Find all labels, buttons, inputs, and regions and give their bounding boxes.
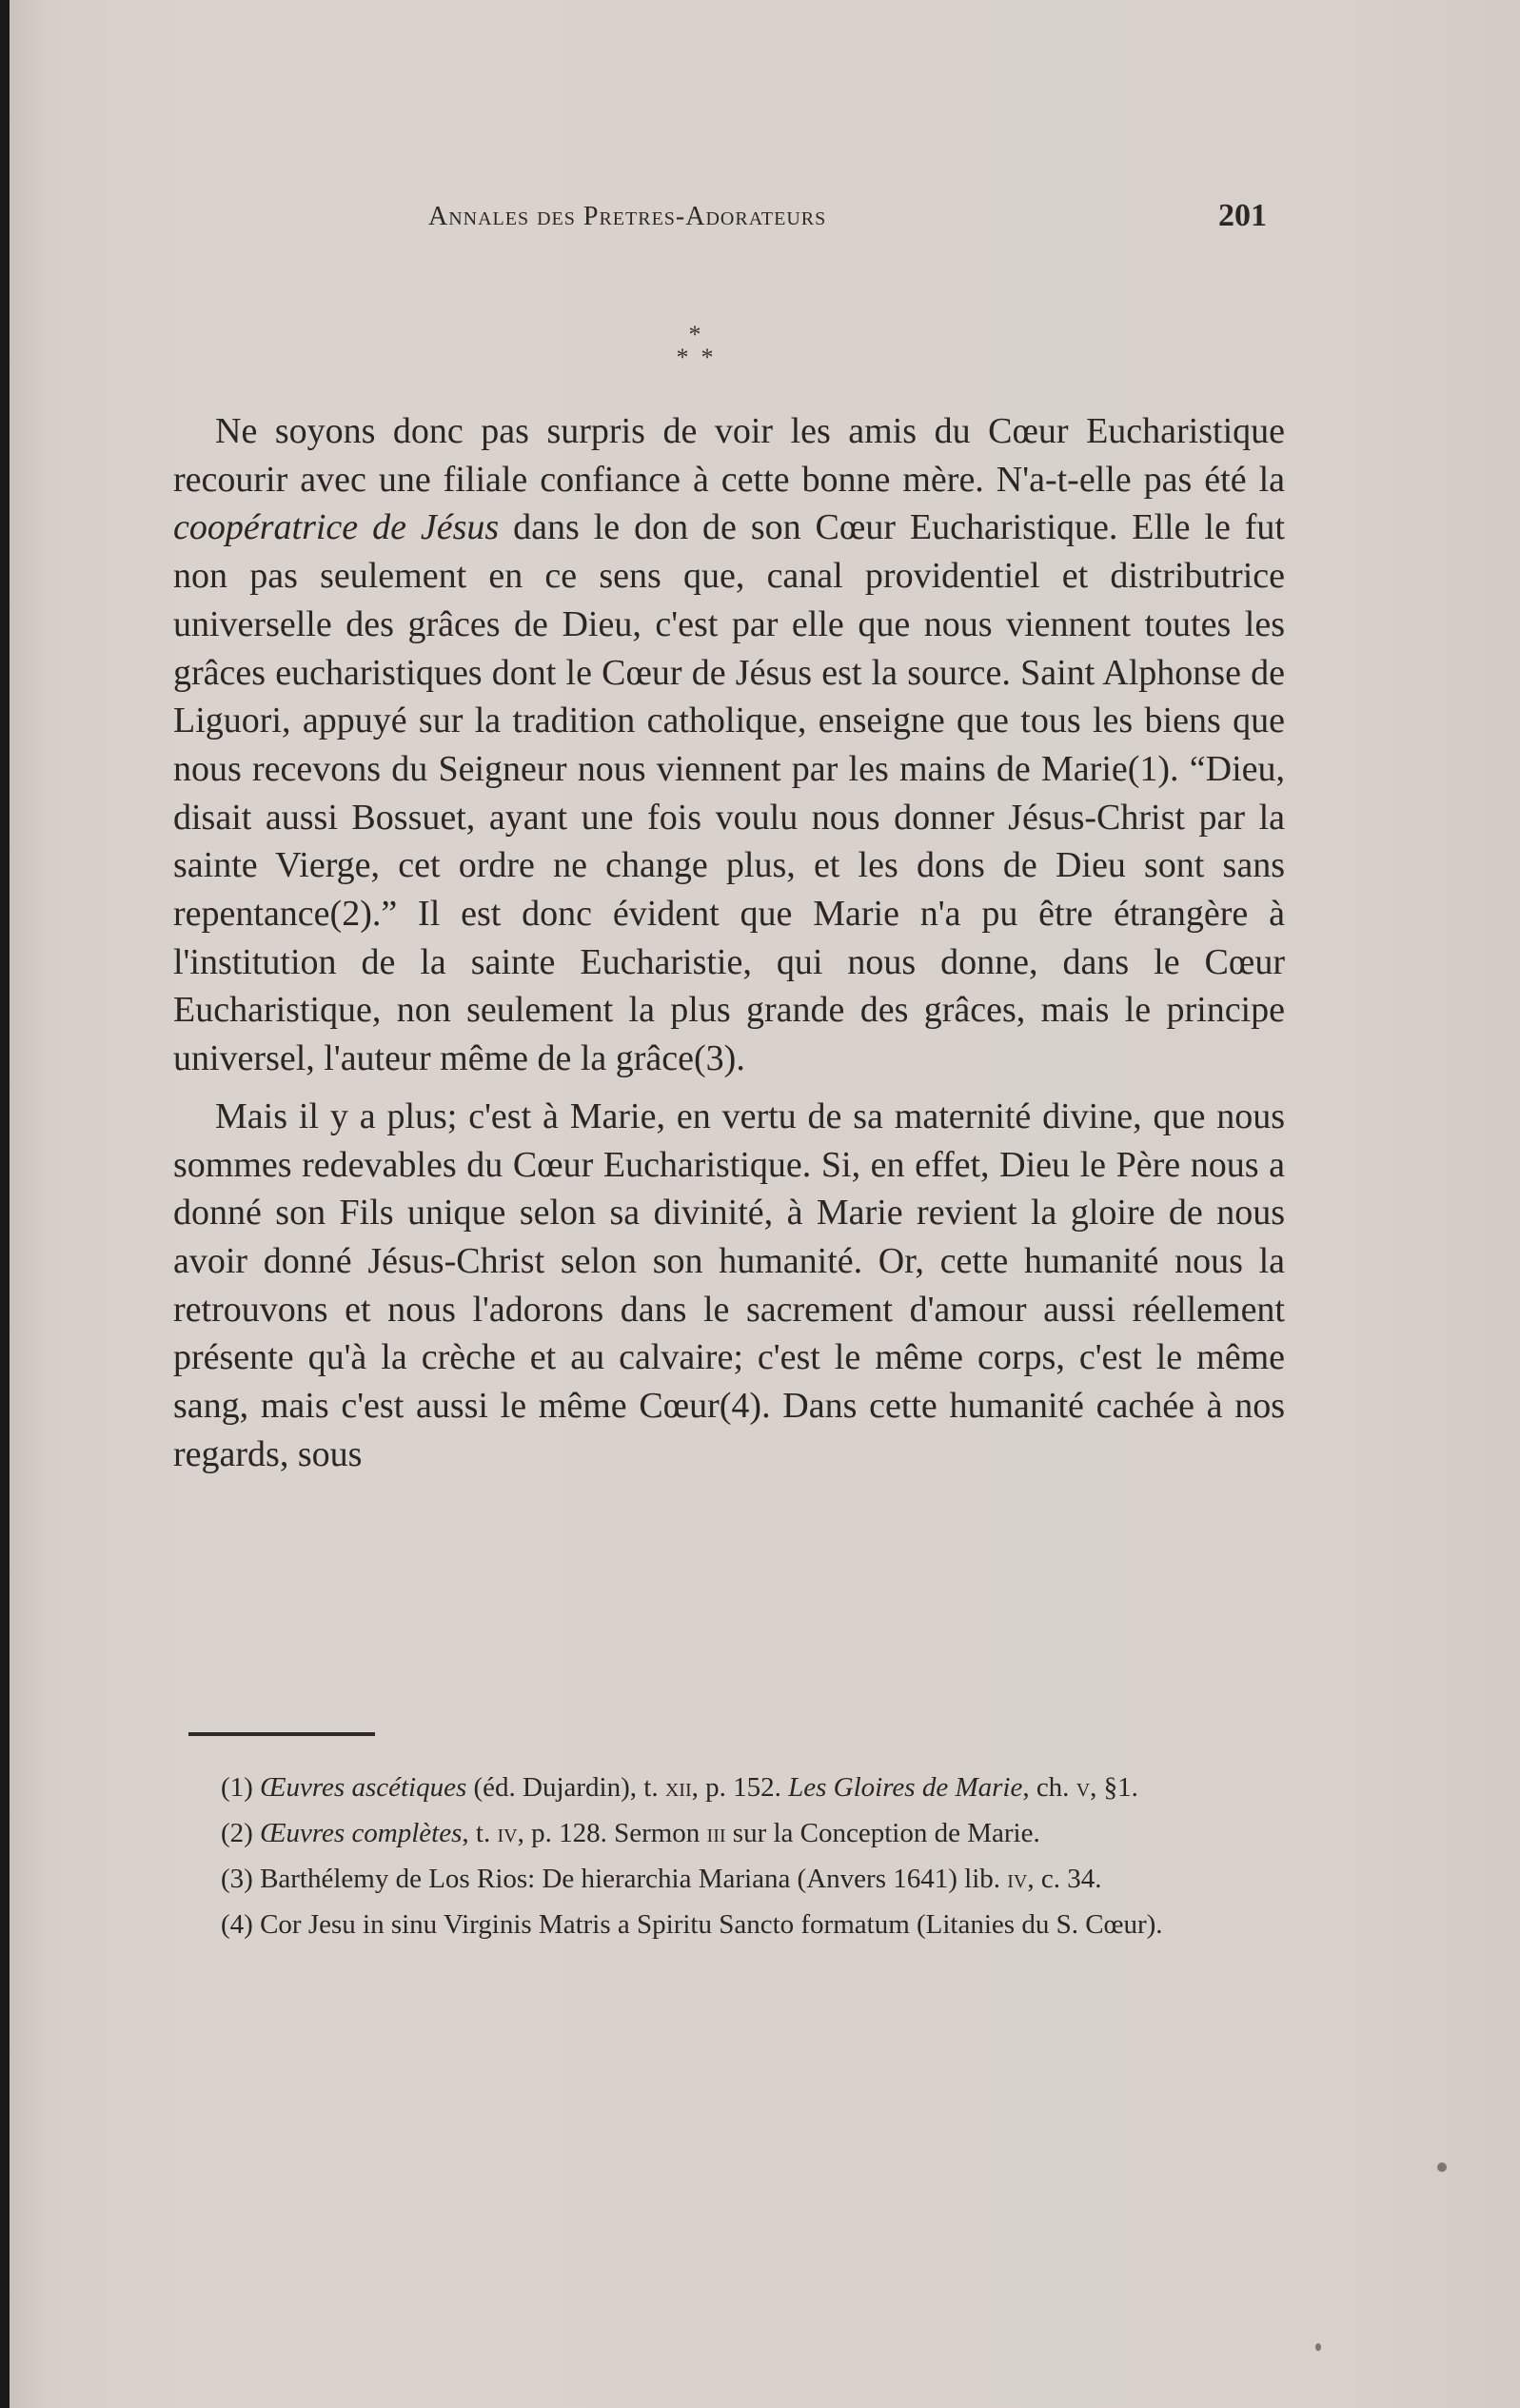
footnote-1 (187, 1766, 1298, 1810)
paper-speck (1315, 2343, 1321, 2351)
footnote-1-segment: , §1. (1090, 1772, 1138, 1803)
footnote-3 (187, 1857, 1298, 1902)
paragraph-1-segment: Ne soyons donc pas surpris de voir les amis du Cœur Eucharistique recourir avec une filiale confiance à cette bonne mère. N'a-t-elle pas été la (173, 411, 1285, 500)
main-text (173, 407, 1285, 1478)
footnote-2-italic-segment: Œuvres complètes (260, 1818, 463, 1848)
footnote-2-segment: sur la Conception de Marie. (725, 1818, 1040, 1848)
footnote-1-segment: (1) (221, 1772, 261, 1803)
footnote-3-segment: (3) Barthélemy de Los Rios: De hierarchia Mariana (Anvers 1641) lib. (221, 1864, 1008, 1894)
footnote-4-segment: (4) Cor Jesu in sinu Virginis Matris a Spiritu Sancto formatum (Litanies du S. Cœur). (221, 1909, 1163, 1940)
footnote-2-segment: , t. (462, 1818, 498, 1848)
footnote-2-smallcaps-segment: iv (497, 1818, 518, 1848)
paragraph-1-italic-segment: coopératrice de Jésus (173, 507, 500, 548)
footnote-rule (188, 1732, 375, 1736)
footnote-1-italic-segment: Les Gloires de Marie (788, 1772, 1023, 1803)
footnote-2-smallcaps-segment: iii (706, 1818, 726, 1848)
book-spine-edge (0, 0, 10, 2408)
footnote-1-smallcaps-segment: v (1076, 1772, 1091, 1803)
footnote-1-smallcaps-segment: xii (664, 1772, 692, 1803)
footnote-2-segment: , p. 128. Sermon (517, 1818, 707, 1848)
footnote-2 (187, 1811, 1298, 1856)
paragraph-1 (173, 407, 1285, 1083)
footnote-4 (187, 1903, 1298, 1947)
footnote-2-segment: (2) (221, 1818, 261, 1848)
book-page (10, 0, 1520, 2408)
paragraph-1-segment: dans le don de son Cœur Eucharistique. Elle le fut non pas seulement en ce sens que, canal providentiel et distributrice universelle des grâces de Dieu, c'est par elle que nous viennent toutes les grâces eucharistiques dont le Cœur de Jésus est la source. Saint Alphonse de Liguori, appuyé sur la tradition catholique, enseigne que tous les biens que nous recevons du Seigneur nous viennent par les mains de Marie(1). “Dieu, disait aussi Bossuet, ayant une fois voulu nous donner Jésus-Christ par la sainte Vierge, cet ordre ne change plus, et les dons de Dieu sont sans repentance(2).” Il est donc évident que Marie n'a pu être étrangère à l'institution de la sainte Eucharistie, qui nous donne, dans le Cœur Eucharistique, non seulement la plus grande des grâces, mais le principe universel, l'auteur même de la grâce(3). (173, 507, 1285, 1079)
footnote-3-segment: , c. 34. (1027, 1864, 1102, 1894)
footnote-1-segment: (éd. Dujardin), t. (466, 1772, 665, 1803)
asterism-top-star: * (688, 321, 701, 348)
footnote-1-italic-segment: Œuvres ascétiques (260, 1772, 467, 1803)
paper-speck (1437, 2162, 1447, 2172)
running-title: Annales des Pretres-Adorateurs (428, 202, 827, 231)
page-header (428, 198, 1285, 246)
footnotes (187, 1766, 1298, 1948)
footnote-3-smallcaps-segment: iv (1007, 1864, 1028, 1894)
asterism-bottom-stars: * * (676, 344, 714, 371)
page-number: 201 (1218, 198, 1267, 233)
footnote-1-segment: , p. 152. (691, 1772, 789, 1803)
paragraph-2 (173, 1093, 1285, 1479)
footnote-1-segment: , ch. (1022, 1772, 1076, 1803)
paragraph-2-segment: Mais il y a plus; c'est à Marie, en vertu de sa maternité divine, que nous sommes redevables du Cœur Eucharistique. Si, en effet, Dieu le Père nous a donné son Fils unique selon sa divinité, à Marie revient la gloire de nous avoir donné Jésus-Christ selon son humanité. Or, cette humanité nous la retrouvons et nous l'adorons dans le sacrement d'amour aussi réellement présente qu'à la crèche et au calvaire; c'est le même corps, c'est le même sang, mais c'est aussi le même Cœur(4). Dans cette humanité cachée à nos regards, sous (173, 1095, 1285, 1474)
section-separator (666, 321, 723, 371)
